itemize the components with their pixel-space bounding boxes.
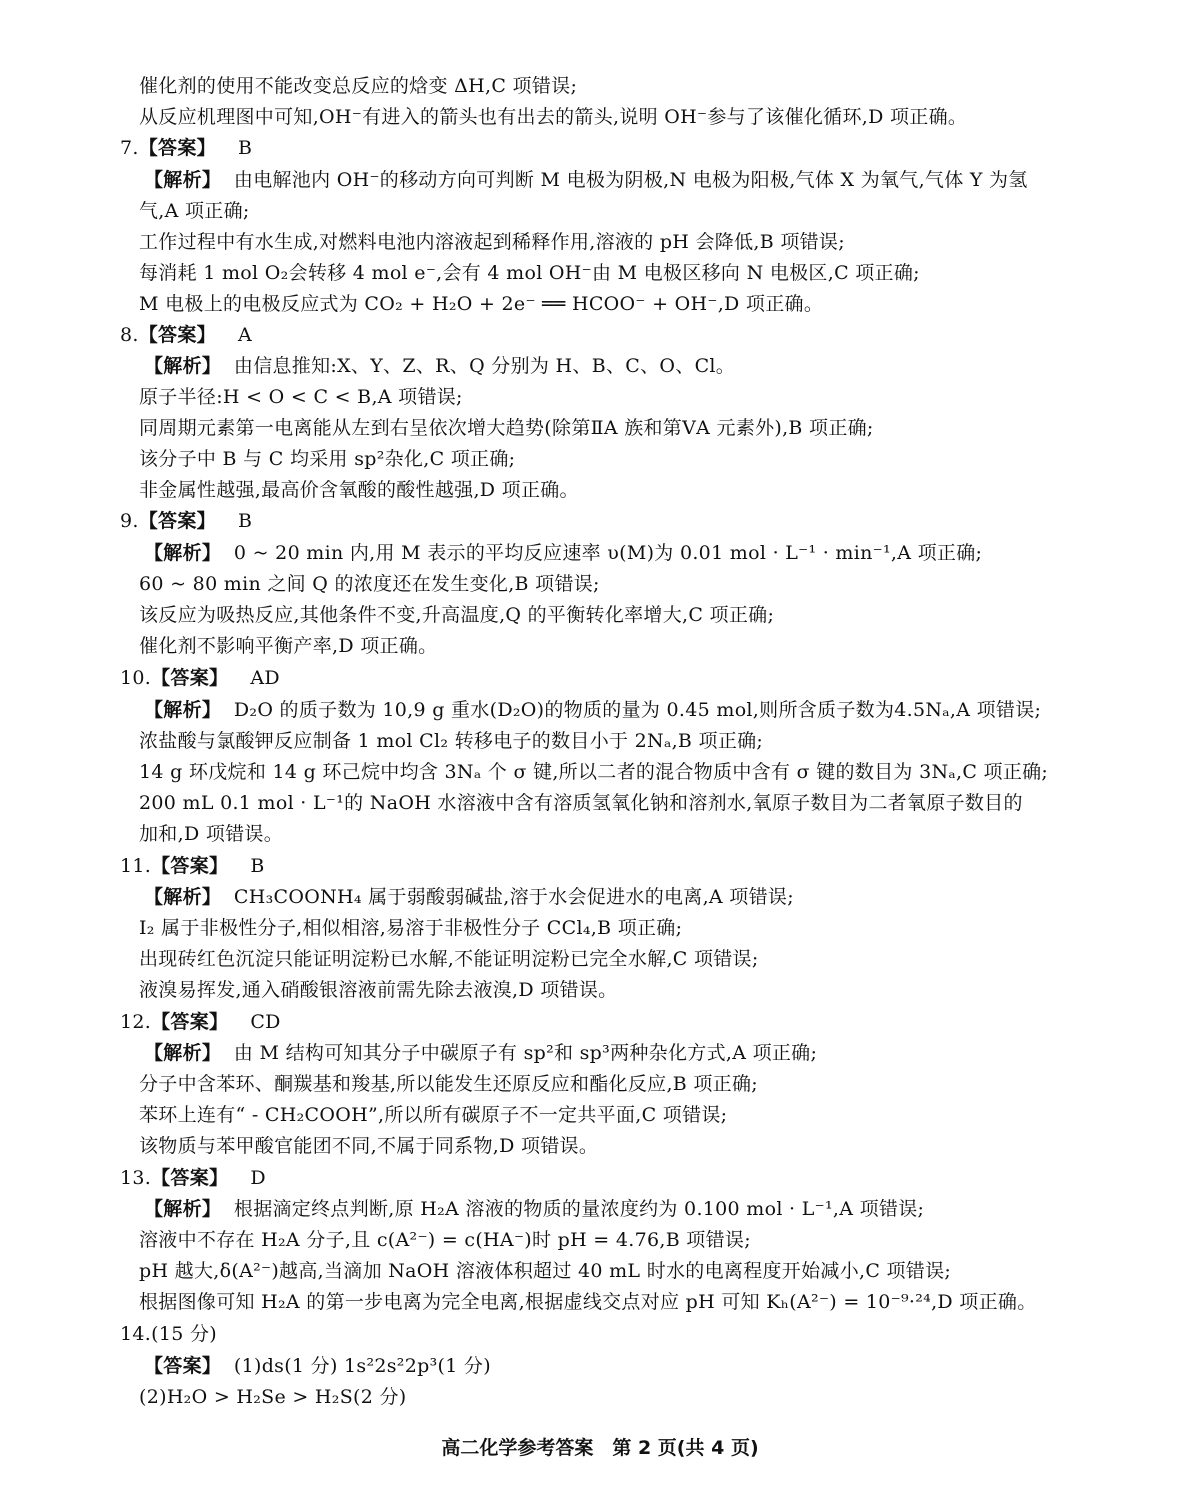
text-line: 14 g 环戊烷和 14 g 环己烷中均含 3Nₐ 个 σ 键,所以二者的混合物质中含有 σ 键的数目为 3Nₐ,C 项正确; <box>139 761 1049 783</box>
question-number: 7. <box>120 137 139 159</box>
answer-label: 【答案】 <box>151 1167 229 1189</box>
question-number: 14. <box>120 1323 152 1345</box>
question-number: 9. <box>120 510 139 532</box>
text-line: 工作过程中有水生成,对燃料电池内溶液起到稀释作用,溶液的 pH 会降低,B 项错误; <box>139 231 845 253</box>
answer-value: D <box>250 1167 266 1189</box>
text-line: 原子半径:H < O < C < B,A 项错误; <box>139 386 463 408</box>
text-line: M 电极上的电极反应式为 CO₂ + H₂O + 2e⁻ ══ HCOO⁻ + OH⁻,D 项正确。 <box>139 293 824 315</box>
question-number: 13. <box>120 1167 152 1189</box>
answer-label: 【答案】 <box>151 667 229 689</box>
text-line: 催化剂的使用不能改变总反应的焓变 ΔH,C 项错误; <box>139 75 578 97</box>
answer-value: B <box>250 855 265 877</box>
question-number: 11. <box>120 855 152 877</box>
question-11-header <box>120 854 265 878</box>
answer-label: 【答案】 <box>138 137 216 159</box>
text-line: 同周期元素第一电离能从左到右呈依次增大趋势(除第ⅡA 族和第ⅤA 元素外),B 项正确; <box>139 417 874 439</box>
text-line: 催化剂不影响平衡产率,D 项正确。 <box>139 635 438 657</box>
question-7-header <box>120 136 252 160</box>
text: 由电解池内 OH⁻的移动方向可判断 M 电极为阴极,N 电极为阳极,气体 X 为氧气,气体 Y 为氢 <box>233 169 1028 191</box>
text-line: 溶液中不存在 H₂A 分子,且 c(A²⁻) = c(HA⁻)时 pH = 4.76,B 项错误; <box>139 1229 751 1251</box>
analysis-line <box>144 541 982 565</box>
text-line: (2)H₂O > H₂Se > H₂S(2 分) <box>139 1386 407 1408</box>
answer-line <box>144 1354 491 1378</box>
text-line: 液溴易挥发,通入硝酸银溶液前需先除去液溴,D 项错误。 <box>139 979 618 1001</box>
text: 根据滴定终点判断,原 H₂A 溶液的物质的量浓度约为 0.100 mol · L⁻¹,A 项错误; <box>233 1198 925 1220</box>
analysis-label: 【解析】 <box>144 169 222 191</box>
text-line: I₂ 属于非极性分子,相似相溶,易溶于非极性分子 CCl₄,B 项正确; <box>139 917 683 939</box>
answer-label: 【答案】 <box>151 1011 229 1033</box>
question-14-header <box>120 1322 217 1346</box>
answer-label: 【答案】 <box>138 510 216 532</box>
text-line: 200 mL 0.1 mol · L⁻¹的 NaOH 水溶液中含有溶质氢氧化钠和溶剂水,氧原子数目为二者氧原子数目的 <box>139 792 1023 814</box>
answer-label: 【答案】 <box>151 855 229 877</box>
text-line: 根据图像可知 H₂A 的第一步电离为完全电离,根据虚线交点对应 pH 可知 Kₕ(A²⁻) = 10⁻⁹·²⁴,D 项正确。 <box>139 1291 1037 1313</box>
answer-label: 【答案】 <box>138 324 216 346</box>
question-number: 8. <box>120 324 139 346</box>
analysis-label: 【解析】 <box>144 355 222 377</box>
text-line: 该反应为吸热反应,其他条件不变,升高温度,Q 的平衡转化率增大,C 项正确; <box>139 604 775 626</box>
analysis-line <box>144 698 1041 722</box>
text-line: 该分子中 B 与 C 均采用 sp²杂化,C 项正确; <box>139 448 516 470</box>
text-line: 苯环上连有“ - CH₂COOH”,所以所有碳原子不一定共平面,C 项错误; <box>139 1104 728 1126</box>
question-score: (15 分) <box>151 1323 217 1345</box>
text-line: 加和,D 项错误。 <box>139 823 284 845</box>
answer-value: B <box>237 137 253 159</box>
text: 由 M 结构可知其分子中碳原子有 sp²和 sp³两种杂化方式,A 项正确; <box>233 1042 818 1064</box>
answer-value: A <box>237 324 252 346</box>
answer-label: 【答案】 <box>144 1355 222 1377</box>
analysis-line <box>144 1041 817 1065</box>
analysis-line <box>144 885 794 909</box>
question-8-header <box>120 323 252 347</box>
text: D₂O 的质子数为 10,9 g 重水(D₂O)的物质的量为 0.45 mol,则所含质子数为4.5Nₐ,A 项错误; <box>233 699 1042 721</box>
text-line: 非金属性越强,最高价含氧酸的酸性越强,D 项正确。 <box>139 479 579 501</box>
text: CH₃COONH₄ 属于弱酸弱碱盐,溶于水会促进水的电离,A 项错误; <box>233 886 794 908</box>
text-line: 60 ~ 80 min 之间 Q 的浓度还在发生变化,B 项错误; <box>139 573 600 595</box>
text-line: 气,A 项正确; <box>139 200 250 222</box>
text-line: pH 越大,δ(A²⁻)越高,当滴加 NaOH 溶液体积超过 40 mL 时水的电离程度开始减小,C 项错误; <box>139 1260 952 1282</box>
question-10-header <box>120 666 280 690</box>
text-line: 每消耗 1 mol O₂会转移 4 mol e⁻,会有 4 mol OH⁻由 M 电极区移向 N 电极区,C 项正确; <box>139 262 920 284</box>
text-line: 该物质与苯甲酸官能团不同,不属于同系物,D 项错误。 <box>139 1135 599 1157</box>
text-line: 出现砖红色沉淀只能证明淀粉已水解,不能证明淀粉已完全水解,C 项错误; <box>139 948 759 970</box>
text-line: 分子中含苯环、酮羰基和羧基,所以能发生还原反应和酯化反应,B 项正确; <box>139 1073 758 1095</box>
analysis-label: 【解析】 <box>144 886 222 908</box>
analysis-line <box>144 168 1028 192</box>
text-line: 浓盐酸与氯酸钾反应制备 1 mol Cl₂ 转移电子的数目小于 2Nₐ,B 项正确; <box>139 730 764 752</box>
analysis-label: 【解析】 <box>144 699 222 721</box>
analysis-label: 【解析】 <box>144 542 222 564</box>
question-12-header <box>120 1010 281 1034</box>
analysis-line <box>144 354 735 378</box>
question-13-header <box>120 1166 266 1190</box>
text: 由信息推知:X、Y、Z、R、Q 分别为 H、B、C、O、Cl。 <box>233 355 736 377</box>
question-number: 10. <box>120 667 152 689</box>
answer-value: AD <box>250 667 280 689</box>
answer-value: B <box>237 510 253 532</box>
text: (1)ds(1 分) 1s²2s²2p³(1 分) <box>233 1355 491 1377</box>
question-number: 12. <box>120 1011 152 1033</box>
text: 0 ~ 20 min 内,用 M 表示的平均反应速率 υ(M)为 0.01 mol · L⁻¹ · min⁻¹,A 项正确; <box>233 542 983 564</box>
answer-value: CD <box>250 1011 281 1033</box>
analysis-line <box>144 1197 924 1221</box>
question-9-header <box>120 509 252 533</box>
analysis-label: 【解析】 <box>144 1198 222 1220</box>
analysis-label: 【解析】 <box>144 1042 222 1064</box>
page-footer: 高二化学参考答案 第 2 页(共 4 页) <box>441 1437 759 1459</box>
text-line: 从反应机理图中可知,OH⁻有进入的箭头也有出去的箭头,说明 OH⁻参与了该催化循环,D 项正确。 <box>139 106 968 128</box>
